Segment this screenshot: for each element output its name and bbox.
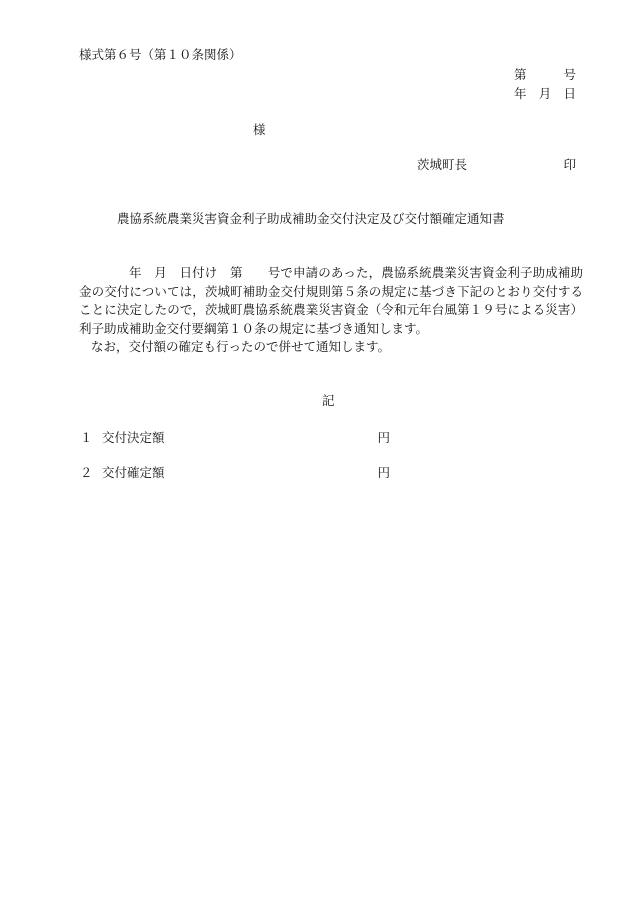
list-item xyxy=(80,430,390,445)
document-date xyxy=(514,86,576,101)
item-unit: 円 xyxy=(377,430,390,445)
document-number-suffix: 号 xyxy=(563,67,576,82)
document-number-prefix: 第 xyxy=(514,67,527,82)
issuer-name: 茨城町長 xyxy=(417,157,468,172)
document-title: 農協系統農業災害資金利子助成補助金交付決定及び交付額確定通知書 xyxy=(117,211,505,226)
document-number xyxy=(514,67,576,82)
body-text xyxy=(79,264,583,357)
ki-heading: 記 xyxy=(322,393,335,408)
item-label: 交付決定額 xyxy=(102,430,165,445)
item-number: ２ xyxy=(80,465,93,480)
list-item xyxy=(80,465,390,480)
date-month: 月 xyxy=(538,86,552,101)
date-year: 年 xyxy=(514,86,527,101)
item-number: １ xyxy=(80,430,93,445)
item-label: 交付確定額 xyxy=(102,465,165,480)
item-unit: 円 xyxy=(377,465,390,480)
body-paragraph-2: なお，交付額の確定も行ったので併せて通知します。 xyxy=(91,339,391,354)
date-day: 日 xyxy=(563,86,576,101)
form-label: 様式第６号（第１０条関係） xyxy=(79,47,242,62)
addressee: 様 xyxy=(253,122,266,137)
body-paragraph-1: 年 月 日付け 第 号で申請のあった，農協系統農業災害資金利子助成補助金の交付については，茨城町補助金交付規則第５条の規定に基づき下記のとおり交付することに決定したので，茨城町農協系統農業災害資金（令和元年台風第１９号による災害）利子助成補助金交付要綱第１０条の規定に基づき通知します。 xyxy=(79,265,583,336)
issuer xyxy=(417,157,576,172)
seal-mark: 印 xyxy=(563,157,576,172)
